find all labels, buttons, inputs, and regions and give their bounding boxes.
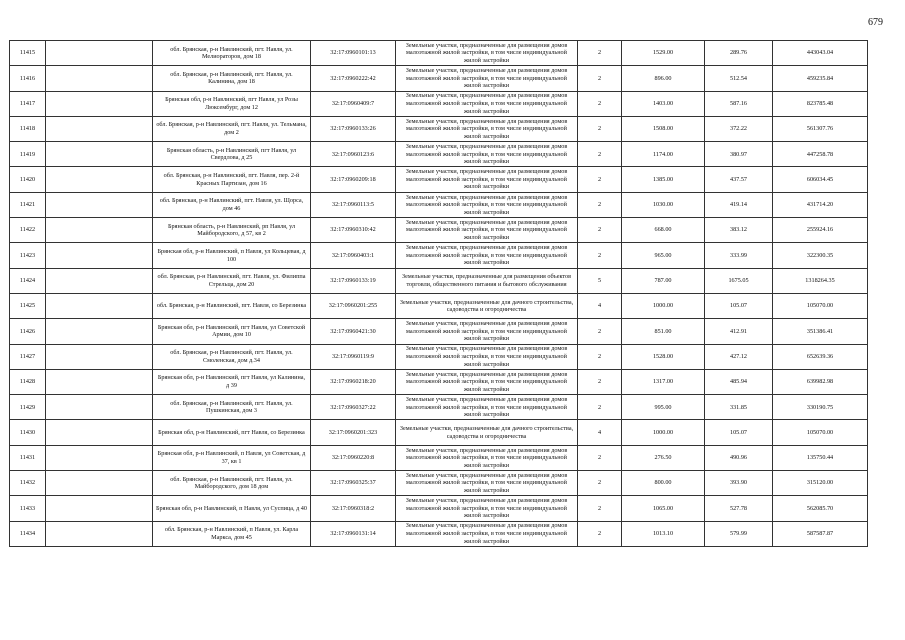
- land-use-cell: Земельные участки, предназначенные для размещения объектов торговли, общественного питания и бытового обслуживания: [396, 268, 578, 293]
- area-cell: 1030.00: [622, 192, 705, 217]
- specific-value-cell: 579.99: [705, 521, 773, 546]
- cadastral-number-cell: 32:17:0960220:8: [311, 445, 396, 470]
- cadastral-value-cell: 330190.75: [773, 395, 868, 420]
- cadastral-value-cell: 562085.70: [773, 496, 868, 521]
- specific-value-cell: 105.07: [705, 293, 773, 318]
- cadastral-number-cell: 32:17:0960327:22: [311, 395, 396, 420]
- table-row: [10, 218, 868, 243]
- cadastral-value-cell: 639982.98: [773, 369, 868, 394]
- area-cell: 1317.00: [622, 369, 705, 394]
- table-row: [10, 243, 868, 268]
- blank-cell: [46, 41, 153, 66]
- use-code-cell: 4: [578, 293, 622, 318]
- cadastral-number-cell: 32:17:0960133:19: [311, 268, 396, 293]
- area-cell: 276.50: [622, 445, 705, 470]
- cadastral-number-cell: 32:17:0960409:7: [311, 91, 396, 116]
- table-row: [10, 369, 868, 394]
- table-row: [10, 319, 868, 344]
- cadastral-number-cell: 32:17:0960123:6: [311, 142, 396, 167]
- use-code-cell: 2: [578, 66, 622, 91]
- blank-cell: [46, 395, 153, 420]
- land-use-cell: Земельные участки, предназначенные для размещения домов малоэтажной жилой застройки, в том числе индивидуальной жилой застройки: [396, 91, 578, 116]
- cadastral-number-cell: 32:17:0960325:37: [311, 471, 396, 496]
- area-cell: 851.00: [622, 319, 705, 344]
- cadastral-number-cell: 32:17:0960310:42: [311, 218, 396, 243]
- land-use-cell: Земельные участки, предназначенные для размещения домов малоэтажной жилой застройки, в том числе индивидуальной жилой застройки: [396, 445, 578, 470]
- specific-value-cell: 393.90: [705, 471, 773, 496]
- land-use-cell: Земельные участки, предназначенные для размещения домов малоэтажной жилой застройки, в том числе индивидуальной жилой застройки: [396, 116, 578, 141]
- land-use-cell: Земельные участки, предназначенные для размещения домов малоэтажной жилой застройки, в том числе индивидуальной жилой застройки: [396, 243, 578, 268]
- land-use-cell: Земельные участки, предназначенные для размещения домов малоэтажной жилой застройки, в том числе индивидуальной жилой застройки: [396, 344, 578, 369]
- address-cell: Брянская обл, р-н Навлинский, пгт Навля, ул Советской Армии, дом 10: [153, 319, 311, 344]
- address-cell: Брянская обл, р-н Навлинский, пгт Навля, ул Калинина, д 39: [153, 369, 311, 394]
- land-use-cell: Земельные участки, предназначенные для размещения домов малоэтажной жилой застройки, в том числе индивидуальной жилой застройки: [396, 218, 578, 243]
- specific-value-cell: 380.97: [705, 142, 773, 167]
- area-cell: 1065.00: [622, 496, 705, 521]
- area-cell: 1508.00: [622, 116, 705, 141]
- cadastral-value-cell: 315120.00: [773, 471, 868, 496]
- address-cell: обл. Брянская, р-н Навлинский, пгт. Навля, ул. Мелиораторов, дом 18: [153, 41, 311, 66]
- use-code-cell: 2: [578, 445, 622, 470]
- address-cell: Брянская обл, р-н Навлинский, пгт Навля, ул Розы Люксембург, дом 12: [153, 91, 311, 116]
- address-cell: обл. Брянская, р-н Навлинский, пгт. Навля, ул. Майбородского, дом 18 дом: [153, 471, 311, 496]
- row-number-cell: 11422: [10, 218, 46, 243]
- land-use-cell: Земельные участки, предназначенные для размещения домов малоэтажной жилой застройки, в том числе индивидуальной жилой застройки: [396, 395, 578, 420]
- address-cell: Брянская область, р-н Навлинский, пгт Навля, ул Свердлова, д 25: [153, 142, 311, 167]
- use-code-cell: 2: [578, 192, 622, 217]
- specific-value-cell: 512.54: [705, 66, 773, 91]
- land-use-cell: Земельные участки, предназначенные для размещения домов малоэтажной жилой застройки, в том числе индивидуальной жилой застройки: [396, 496, 578, 521]
- row-number-cell: 11426: [10, 319, 46, 344]
- area-cell: 1529.00: [622, 41, 705, 66]
- row-number-cell: 11423: [10, 243, 46, 268]
- cadastral-value-cell: 255924.16: [773, 218, 868, 243]
- blank-cell: [46, 344, 153, 369]
- specific-value-cell: 427.12: [705, 344, 773, 369]
- area-cell: 995.00: [622, 395, 705, 420]
- area-cell: 896.00: [622, 66, 705, 91]
- cadastral-number-cell: 32:17:0960201:255: [311, 293, 396, 318]
- table-row: [10, 167, 868, 192]
- specific-value-cell: 1675.05: [705, 268, 773, 293]
- address-cell: обл. Брянская, р-н Навлинский, пгт. Навля, ул. Калинина, дом 18: [153, 66, 311, 91]
- address-cell: обл. Брянская, р-н Навлинский, пгт. Навля, ул. Тельмана, дом 2: [153, 116, 311, 141]
- table-row: [10, 344, 868, 369]
- row-number-cell: 11433: [10, 496, 46, 521]
- cadastral-value-cell: 105070.00: [773, 293, 868, 318]
- address-cell: обл. Брянская, р-н Навлинский, пгт. Навля, ул. Пушкинская, дом 3: [153, 395, 311, 420]
- blank-cell: [46, 319, 153, 344]
- row-number-cell: 11434: [10, 521, 46, 546]
- area-cell: 965.00: [622, 243, 705, 268]
- row-number-cell: 11421: [10, 192, 46, 217]
- specific-value-cell: 333.99: [705, 243, 773, 268]
- cadastral-value-cell: 322300.35: [773, 243, 868, 268]
- cadastral-value-cell: 1318264.35: [773, 268, 868, 293]
- table-row: [10, 420, 868, 445]
- area-cell: 1403.00: [622, 91, 705, 116]
- use-code-cell: 2: [578, 369, 622, 394]
- table-body: [10, 41, 868, 547]
- cadastral-value-cell: 823785.48: [773, 91, 868, 116]
- row-number-cell: 11429: [10, 395, 46, 420]
- address-cell: обл. Брянская, р-н Навлинский, п Навля, ул. Карла Маркса, дом 45: [153, 521, 311, 546]
- row-number-cell: 11432: [10, 471, 46, 496]
- table-row: [10, 66, 868, 91]
- specific-value-cell: 412.91: [705, 319, 773, 344]
- use-code-cell: 2: [578, 521, 622, 546]
- address-cell: обл. Брянская, р-н Навлинский, пгт. Навля, пер. 2-й Красных Партизан, дом 16: [153, 167, 311, 192]
- row-number-cell: 11428: [10, 369, 46, 394]
- specific-value-cell: 490.96: [705, 445, 773, 470]
- blank-cell: [46, 91, 153, 116]
- specific-value-cell: 331.85: [705, 395, 773, 420]
- cadastral-number-cell: 32:17:0960318:2: [311, 496, 396, 521]
- specific-value-cell: 437.57: [705, 167, 773, 192]
- blank-cell: [46, 142, 153, 167]
- table-row: [10, 395, 868, 420]
- table-row: [10, 471, 868, 496]
- row-number-cell: 11417: [10, 91, 46, 116]
- cadastral-value-cell: 351386.41: [773, 319, 868, 344]
- use-code-cell: 2: [578, 142, 622, 167]
- blank-cell: [46, 293, 153, 318]
- cadastral-value-cell: 587587.87: [773, 521, 868, 546]
- specific-value-cell: 587.16: [705, 91, 773, 116]
- land-use-cell: Земельные участки, предназначенные для размещения домов малоэтажной жилой застройки, в том числе индивидуальной жилой застройки: [396, 521, 578, 546]
- blank-cell: [46, 445, 153, 470]
- specific-value-cell: 527.78: [705, 496, 773, 521]
- use-code-cell: 2: [578, 167, 622, 192]
- land-use-cell: Земельные участки, предназначенные для дачного строительства, садоводства и огородничества: [396, 420, 578, 445]
- land-register-table: [9, 40, 868, 547]
- cadastral-number-cell: 32:17:0960403:1: [311, 243, 396, 268]
- cadastral-value-cell: 105070.00: [773, 420, 868, 445]
- address-cell: обл. Брянская, р-н Навлинский, пгт. Навля, со Березинка: [153, 293, 311, 318]
- land-use-cell: Земельные участки, предназначенные для размещения домов малоэтажной жилой застройки, в том числе индивидуальной жилой застройки: [396, 66, 578, 91]
- specific-value-cell: 289.76: [705, 41, 773, 66]
- cadastral-number-cell: 32:17:0960119:9: [311, 344, 396, 369]
- area-cell: 668.00: [622, 218, 705, 243]
- table-row: [10, 521, 868, 546]
- land-use-cell: Земельные участки, предназначенные для размещения домов малоэтажной жилой застройки, в том числе индивидуальной жилой застройки: [396, 142, 578, 167]
- use-code-cell: 2: [578, 41, 622, 66]
- cadastral-number-cell: 32:17:0960209:18: [311, 167, 396, 192]
- address-cell: обл. Брянская, р-н Навлинский, пгт. Навля, ул. Щорса, дом 46: [153, 192, 311, 217]
- row-number-cell: 11418: [10, 116, 46, 141]
- blank-cell: [46, 167, 153, 192]
- area-cell: 1000.00: [622, 293, 705, 318]
- blank-cell: [46, 420, 153, 445]
- use-code-cell: 2: [578, 218, 622, 243]
- land-use-cell: Земельные участки, предназначенные для размещения домов малоэтажной жилой застройки, в том числе индивидуальной жилой застройки: [396, 369, 578, 394]
- table-row: [10, 445, 868, 470]
- table-row: [10, 41, 868, 66]
- address-cell: Брянская обл, р-н Навлинский, п Навля, ул Суспица, д 40: [153, 496, 311, 521]
- address-cell: обл. Брянская, р-н Навлинский, пгт. Навля, ул. Филиппа Стрельца, дом 20: [153, 268, 311, 293]
- cadastral-value-cell: 447258.78: [773, 142, 868, 167]
- area-cell: 800.00: [622, 471, 705, 496]
- area-cell: 1385.00: [622, 167, 705, 192]
- address-cell: Брянская обл, р-н Навлинский, п Навля, ул Советская, д 37, кв 1: [153, 445, 311, 470]
- use-code-cell: 2: [578, 116, 622, 141]
- area-cell: 1528.00: [622, 344, 705, 369]
- use-code-cell: 2: [578, 471, 622, 496]
- table-row: [10, 496, 868, 521]
- address-cell: обл. Брянская, р-н Навлинский, пгт. Навля, ул. Смоленская, дом д.34: [153, 344, 311, 369]
- row-number-cell: 11431: [10, 445, 46, 470]
- specific-value-cell: 383.12: [705, 218, 773, 243]
- blank-cell: [46, 471, 153, 496]
- row-number-cell: 11427: [10, 344, 46, 369]
- land-use-cell: Земельные участки, предназначенные для размещения домов малоэтажной жилой застройки, в том числе индивидуальной жилой застройки: [396, 319, 578, 344]
- row-number-cell: 11419: [10, 142, 46, 167]
- area-cell: 1174.00: [622, 142, 705, 167]
- page-number: 679: [868, 17, 883, 28]
- specific-value-cell: 419.14: [705, 192, 773, 217]
- cadastral-number-cell: 32:17:0960113:5: [311, 192, 396, 217]
- blank-cell: [46, 116, 153, 141]
- land-use-cell: Земельные участки, предназначенные для размещения домов малоэтажной жилой застройки, в том числе индивидуальной жилой застройки: [396, 192, 578, 217]
- row-number-cell: 11424: [10, 268, 46, 293]
- specific-value-cell: 485.94: [705, 369, 773, 394]
- blank-cell: [46, 192, 153, 217]
- land-use-cell: Земельные участки, предназначенные для размещения домов малоэтажной жилой застройки, в том числе индивидуальной жилой застройки: [396, 471, 578, 496]
- land-use-cell: Земельные участки, предназначенные для размещения домов малоэтажной жилой застройки, в том числе индивидуальной жилой застройки: [396, 167, 578, 192]
- land-use-cell: Земельные участки, предназначенные для дачного строительства, садоводства и огородничества: [396, 293, 578, 318]
- cadastral-number-cell: 32:17:0960218:20: [311, 369, 396, 394]
- area-cell: 1013.10: [622, 521, 705, 546]
- table-row: [10, 192, 868, 217]
- area-cell: 1000.00: [622, 420, 705, 445]
- cadastral-number-cell: 32:17:0960421:30: [311, 319, 396, 344]
- address-cell: Брянская область, р-н Навлинский, рп Навля, ул Майбородского, д 57, кв 2: [153, 218, 311, 243]
- use-code-cell: 2: [578, 496, 622, 521]
- table-row: [10, 116, 868, 141]
- use-code-cell: 2: [578, 319, 622, 344]
- cadastral-value-cell: 443043.04: [773, 41, 868, 66]
- address-cell: Брянская обл, р-н Навлинский, пгт Навля, со Березинка: [153, 420, 311, 445]
- cadastral-value-cell: 606034.45: [773, 167, 868, 192]
- cadastral-value-cell: 459235.84: [773, 66, 868, 91]
- row-number-cell: 11430: [10, 420, 46, 445]
- cadastral-value-cell: 652639.36: [773, 344, 868, 369]
- cadastral-number-cell: 32:17:0960201:323: [311, 420, 396, 445]
- blank-cell: [46, 66, 153, 91]
- table-row: [10, 142, 868, 167]
- blank-cell: [46, 218, 153, 243]
- address-cell: Брянская обл, р-н Навлинский, п Навля, ул Кольцевая, д 100: [153, 243, 311, 268]
- cadastral-number-cell: 32:17:0960133:26: [311, 116, 396, 141]
- row-number-cell: 11425: [10, 293, 46, 318]
- specific-value-cell: 105.07: [705, 420, 773, 445]
- blank-cell: [46, 521, 153, 546]
- table-row: [10, 293, 868, 318]
- row-number-cell: 11420: [10, 167, 46, 192]
- use-code-cell: 4: [578, 420, 622, 445]
- use-code-cell: 2: [578, 243, 622, 268]
- land-use-cell: Земельные участки, предназначенные для размещения домов малоэтажной жилой застройки, в том числе индивидуальной жилой застройки: [396, 41, 578, 66]
- area-cell: 787.00: [622, 268, 705, 293]
- use-code-cell: 5: [578, 268, 622, 293]
- blank-cell: [46, 268, 153, 293]
- blank-cell: [46, 243, 153, 268]
- use-code-cell: 2: [578, 91, 622, 116]
- row-number-cell: 11415: [10, 41, 46, 66]
- table-row: [10, 268, 868, 293]
- table-row: [10, 91, 868, 116]
- blank-cell: [46, 369, 153, 394]
- use-code-cell: 2: [578, 395, 622, 420]
- cadastral-number-cell: 32:17:0960101:13: [311, 41, 396, 66]
- cadastral-value-cell: 135750.44: [773, 445, 868, 470]
- cadastral-value-cell: 431714.20: [773, 192, 868, 217]
- cadastral-number-cell: 32:17:0960222:42: [311, 66, 396, 91]
- row-number-cell: 11416: [10, 66, 46, 91]
- cadastral-number-cell: 32:17:0960131:14: [311, 521, 396, 546]
- specific-value-cell: 372.22: [705, 116, 773, 141]
- cadastral-value-cell: 561307.76: [773, 116, 868, 141]
- use-code-cell: 2: [578, 344, 622, 369]
- blank-cell: [46, 496, 153, 521]
